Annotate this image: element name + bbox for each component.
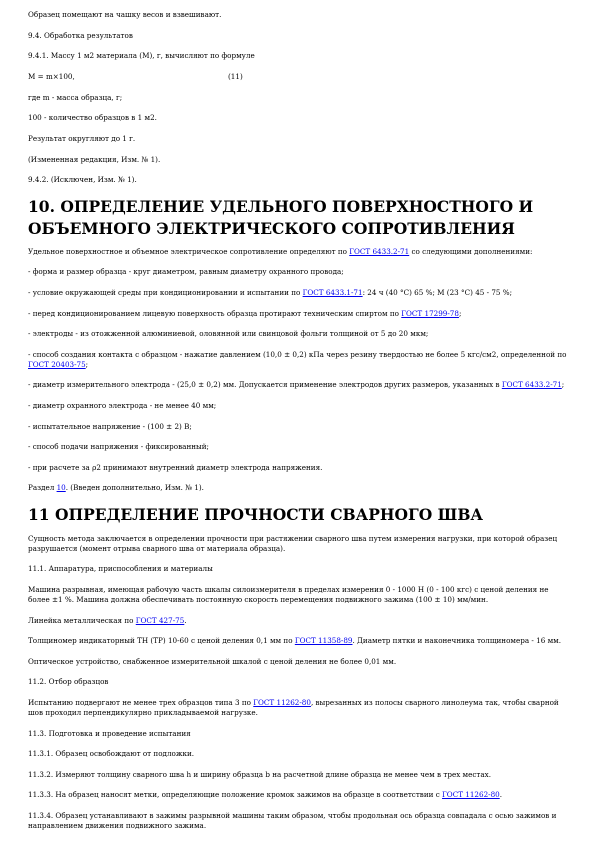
gost-link[interactable]: ГОСТ 11262-80 [442, 790, 500, 800]
gost-link[interactable]: ГОСТ 11262-80 [253, 698, 311, 708]
paragraph: Испытанию подвергают не менее трех образцов типа 3 по ГОСТ 11262-80, вырезанных из полосы сварного линолеума так, чтобы сварной шов проходил перпендикулярно прикладываемой нагрузке. [28, 698, 559, 718]
paragraph: Раздел 10. (Введен дополнительно, Изм. № 1). [28, 483, 204, 493]
gost-link[interactable]: ГОСТ 20403-75 [28, 359, 86, 369]
paragraph: 11.2. Отбор образцов [28, 677, 109, 687]
paragraph: 11.3.2. Измеряют толщину сварного шва h и ширину образца b на расчетной длине образца не менее чем в трех местах. [28, 769, 492, 779]
paragraph: 9.4.1. Массу 1 м2 материала (M), г, вычисляют по формуле [28, 51, 255, 61]
paragraph: 9.4.2. (Исключен, Изм. № 1). [28, 175, 137, 185]
section-10-heading: 10. ОПРЕДЕЛЕНИЕ УДЕЛЬНОГО ПОВЕРХНОСТНОГО И ОБЪЕМНОГО ЭЛЕКТРИЧЕСКОГО СОПРОТИВЛЕНИЯ [28, 196, 534, 238]
paragraph: Машина разрывная, имеющая рабочую часть шкалы силоизмерителя в пределах измерения 0 - 1000 Н (0 - 100 кгс) с ценой деления не более ±1 %. Машина должна обеспечивать постоянную скорость перемещения подвижного зажима (100 ± 10) мм/мин. [28, 585, 549, 605]
list-item: - диаметр охранного электрода - не менее 40 мм; [28, 400, 217, 410]
list-item: - испытательное напряжение - (100 ± 2) В; [28, 421, 192, 431]
paragraph: 11.3.4. Образец устанавливают в зажимы разрывной машины таким образом, чтобы продольная ось образца совпадала с осью зажимов и направлением движения подвижного зажима. [28, 811, 557, 830]
list-item: - диаметр измерительного электрода - (25,0 ± 0,2) мм. Допускается применение электродов других размеров, указанных в ГОСТ 6433.2-71; [28, 380, 565, 390]
paragraph: где m - масса образца, г; [28, 92, 123, 102]
gost-link[interactable]: ГОСТ 6433.2-71 [349, 246, 410, 256]
paragraph: 9.4. Обработка результатов [28, 30, 133, 40]
paragraph: Линейка металлическая по ГОСТ 427-75. [28, 615, 187, 625]
section-link[interactable]: 10 [56, 483, 66, 493]
paragraph: 100 - количество образцов в 1 м2. [28, 113, 157, 123]
section-11-heading: 11 ОПРЕДЕЛЕНИЕ ПРОЧНОСТИ СВАРНОГО ШВА [28, 504, 484, 524]
gost-link[interactable]: ГОСТ 11358-89 [294, 636, 353, 646]
paragraph: 11.3. Подготовка и проведение испытания [28, 728, 191, 738]
paragraph: Оптическое устройство, снабженное измерительной шкалой с ценой деления не более 0,01 мм. [28, 656, 397, 666]
formula [28, 72, 571, 82]
list-item: - перед кондиционированием лицевую поверхность образца протирают техническим спиртом по ГОСТ 17299-78; [28, 308, 462, 318]
gost-link[interactable]: ГОСТ 6433.2-71 [501, 380, 562, 390]
paragraph: Образец помещают на чашку весов и взвешивают. [28, 10, 222, 19]
gost-link[interactable]: ГОСТ 17299-78 [401, 308, 459, 318]
paragraph: 11.1. Аппаратура, приспособления и материалы [28, 564, 213, 574]
list-item: - электроды - из отожженной алюминиевой, оловянной или свинцовой фольги толщиной от 5 до 20 мкм; [28, 329, 429, 339]
gost-link[interactable]: ГОСТ 6433.1-71 [302, 287, 363, 297]
paragraph: Толщиномер индикаторный ТН (ТР) 10-60 с ценой деления 0,1 мм по ГОСТ 11358-89. Диаметр пятки и наконечника толщиномера - 16 мм. [28, 636, 562, 646]
paragraph: Результат округляют до 1 г. [28, 133, 136, 143]
formula-text: M = m×100, [28, 71, 75, 81]
gost-link[interactable]: ГОСТ 427-75 [135, 615, 185, 625]
list-item: - условие окружающей среды при кондиционировании и испытании по ГОСТ 6433.1-71: 24 ч (40 °С) 65 %; М (23 °С) 45 - 75 %; [28, 287, 513, 297]
paragraph: (Измененная редакция, Изм. № 1). [28, 154, 161, 164]
paragraph: Сущность метода заключается в определении прочности при растяжении сварного шва путем измерения нагрузки, при которой образец разрушается (момент отрыва сварного шва от материала образца). [28, 533, 558, 553]
list-item: - форма и размер образца - круг диаметром, равным диаметру охранного провода; [28, 267, 344, 277]
formula-number: (11) [228, 71, 243, 81]
list-item: - при расчете за ρ2 принимают внутренний диаметр электрода напряжения. [28, 462, 323, 472]
paragraph: 11.3.1. Образец освобождают от подложки. [28, 749, 195, 759]
paragraph: Удельное поверхностное и объемное электрическое сопротивление определяют по ГОСТ 6433.2-71 со следующими дополнениями: [28, 246, 533, 256]
paragraph: 11.3.3. На образец наносят метки, определяющие положение кромок зажимов на образце в соответствии с ГОСТ 11262-80. [28, 790, 503, 800]
list-item: - способ создания контакта с образцом - нажатие давлением (10,0 ± 0,2) кПа через резину твердостью не более 5 кгс/см2, определенной по ГОСТ 20403-75; [28, 349, 567, 369]
list-item: - способ подачи напряжения - фиксированный; [28, 442, 209, 452]
